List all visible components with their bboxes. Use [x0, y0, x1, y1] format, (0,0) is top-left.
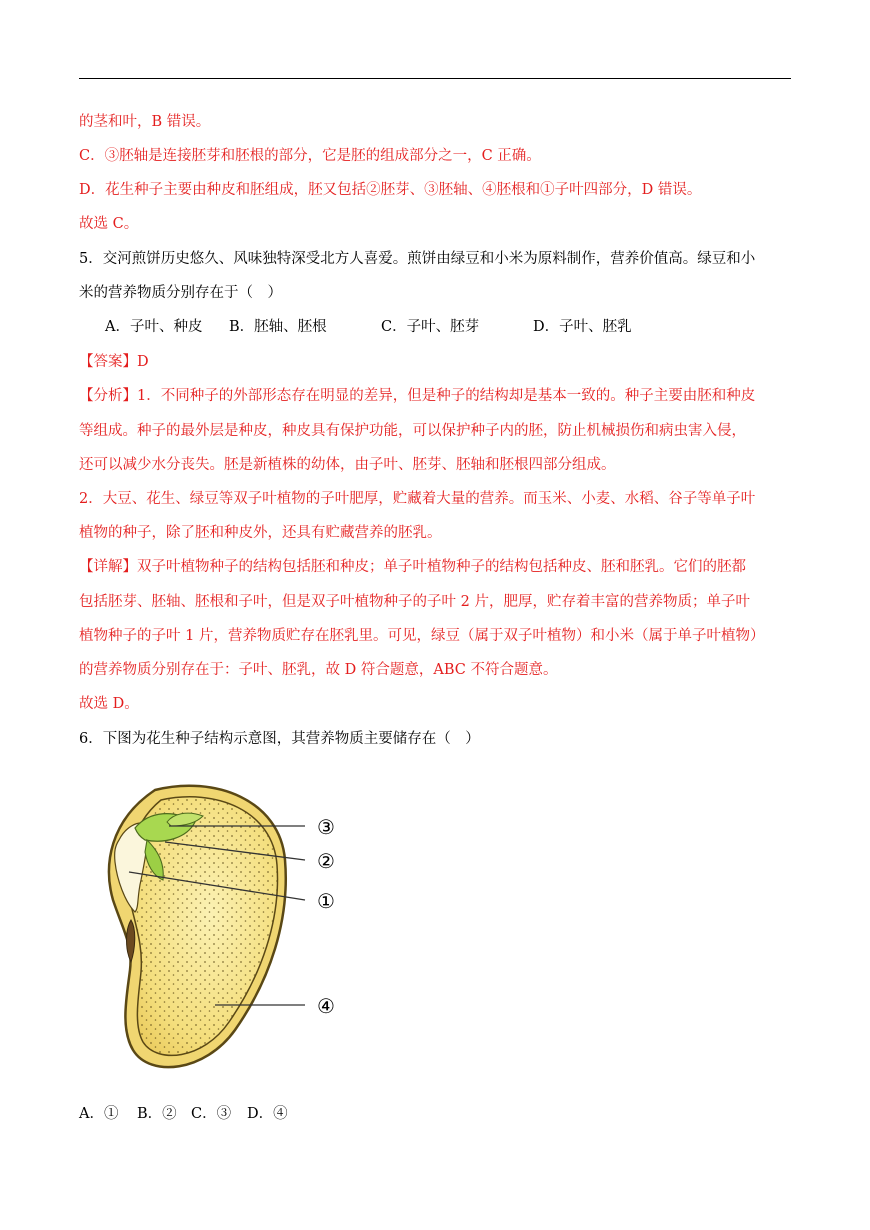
q5-option-d[interactable]: D．子叶、胚乳	[533, 319, 632, 335]
explanation-line-b: 的茎和叶，B 错误。	[79, 114, 211, 130]
q5-answer: 【答案】D	[79, 354, 149, 370]
q6-options	[79, 1104, 288, 1124]
q5-option-c[interactable]: C．子叶、胚芽	[381, 319, 480, 335]
q5-analysis-line: 2．大豆、花生、绿豆等双子叶植物的子叶肥厚，贮藏着大量的营养。而玉米、小麦、水稻、谷子等单子叶	[79, 491, 756, 507]
q5-analysis-line: 等组成。种子的最外层是种皮，种皮具有保护功能，可以保护种子内的胚，防止机械损伤和病虫害入侵，	[79, 423, 746, 439]
peanut-seed-figure	[95, 780, 355, 1080]
q5-analysis-line: 还可以减少水分丧失。胚是新植株的幼体，由子叶、胚芽、胚轴和胚根四部分组成。	[79, 457, 616, 473]
q6-option-b[interactable]: B．②	[137, 1106, 177, 1122]
q5-detail-line: 包括胚芽、胚轴、胚根和子叶，但是双子叶植物种子的子叶 2 片，肥厚，贮存着丰富的营养物质；单子叶	[79, 594, 750, 610]
explanation-line-c: C．③胚轴是连接胚芽和胚根的部分，它是胚的组成部分之一，C 正确。	[79, 148, 541, 164]
q6-option-d[interactable]: D．④	[247, 1106, 288, 1122]
figure-label-3: ③	[317, 815, 335, 839]
q5-option-a[interactable]: A．子叶、种皮	[105, 319, 203, 335]
explanation-line-d: D．花生种子主要由种皮和胚组成，胚又包括②胚芽、③胚轴、④胚根和①子叶四部分，D 错误。	[79, 182, 702, 198]
q5-stem-line1: 5．交河煎饼历史悠久、风味独特深受北方人喜爱。煎饼由绿豆和小米为原料制作，营养价值高。绿豆和小	[79, 251, 756, 267]
q5-detail-line: 的营养物质分别存在于：子叶、胚乳，故 D 符合题意，ABC 不符合题意。	[79, 662, 558, 678]
q6-option-a[interactable]: A．①	[79, 1106, 119, 1122]
q6-stem: 6．下图为花生种子结构示意图，其营养物质主要储存在（ ）	[79, 731, 480, 747]
q6-option-c[interactable]: C．③	[191, 1106, 232, 1122]
conclusion-q4: 故选 C。	[79, 216, 139, 232]
q5-detail-line: 植物种子的子叶 1 片，营养物质贮存在胚乳里。可见，绿豆（属于双子叶植物）和小米（属于单子叶植物）	[79, 628, 765, 644]
q5-analysis-line: 【分析】1．不同种子的外部形态存在明显的差异，但是种子的结构却是基本一致的。种子主要由胚和种皮	[79, 388, 756, 404]
q5-stem-line2: 米的营养物质分别存在于（ ）	[79, 285, 282, 301]
q5-detail-line: 【详解】双子叶植物种子的结构包括胚和种皮；单子叶植物种子的结构包括种皮、胚和胚乳。它们的胚都	[79, 559, 746, 575]
header-rule	[79, 78, 791, 79]
q5-analysis-line: 植物的种子，除了胚和种皮外，还具有贮藏营养的胚乳。	[79, 525, 442, 541]
q5-conclusion: 故选 D。	[79, 696, 139, 712]
figure-label-1: ①	[317, 889, 335, 913]
figure-label-4: ④	[317, 994, 335, 1018]
figure-label-2: ②	[317, 849, 335, 873]
q5-options	[105, 317, 632, 337]
q5-option-b[interactable]: B．胚轴、胚根	[229, 319, 327, 335]
